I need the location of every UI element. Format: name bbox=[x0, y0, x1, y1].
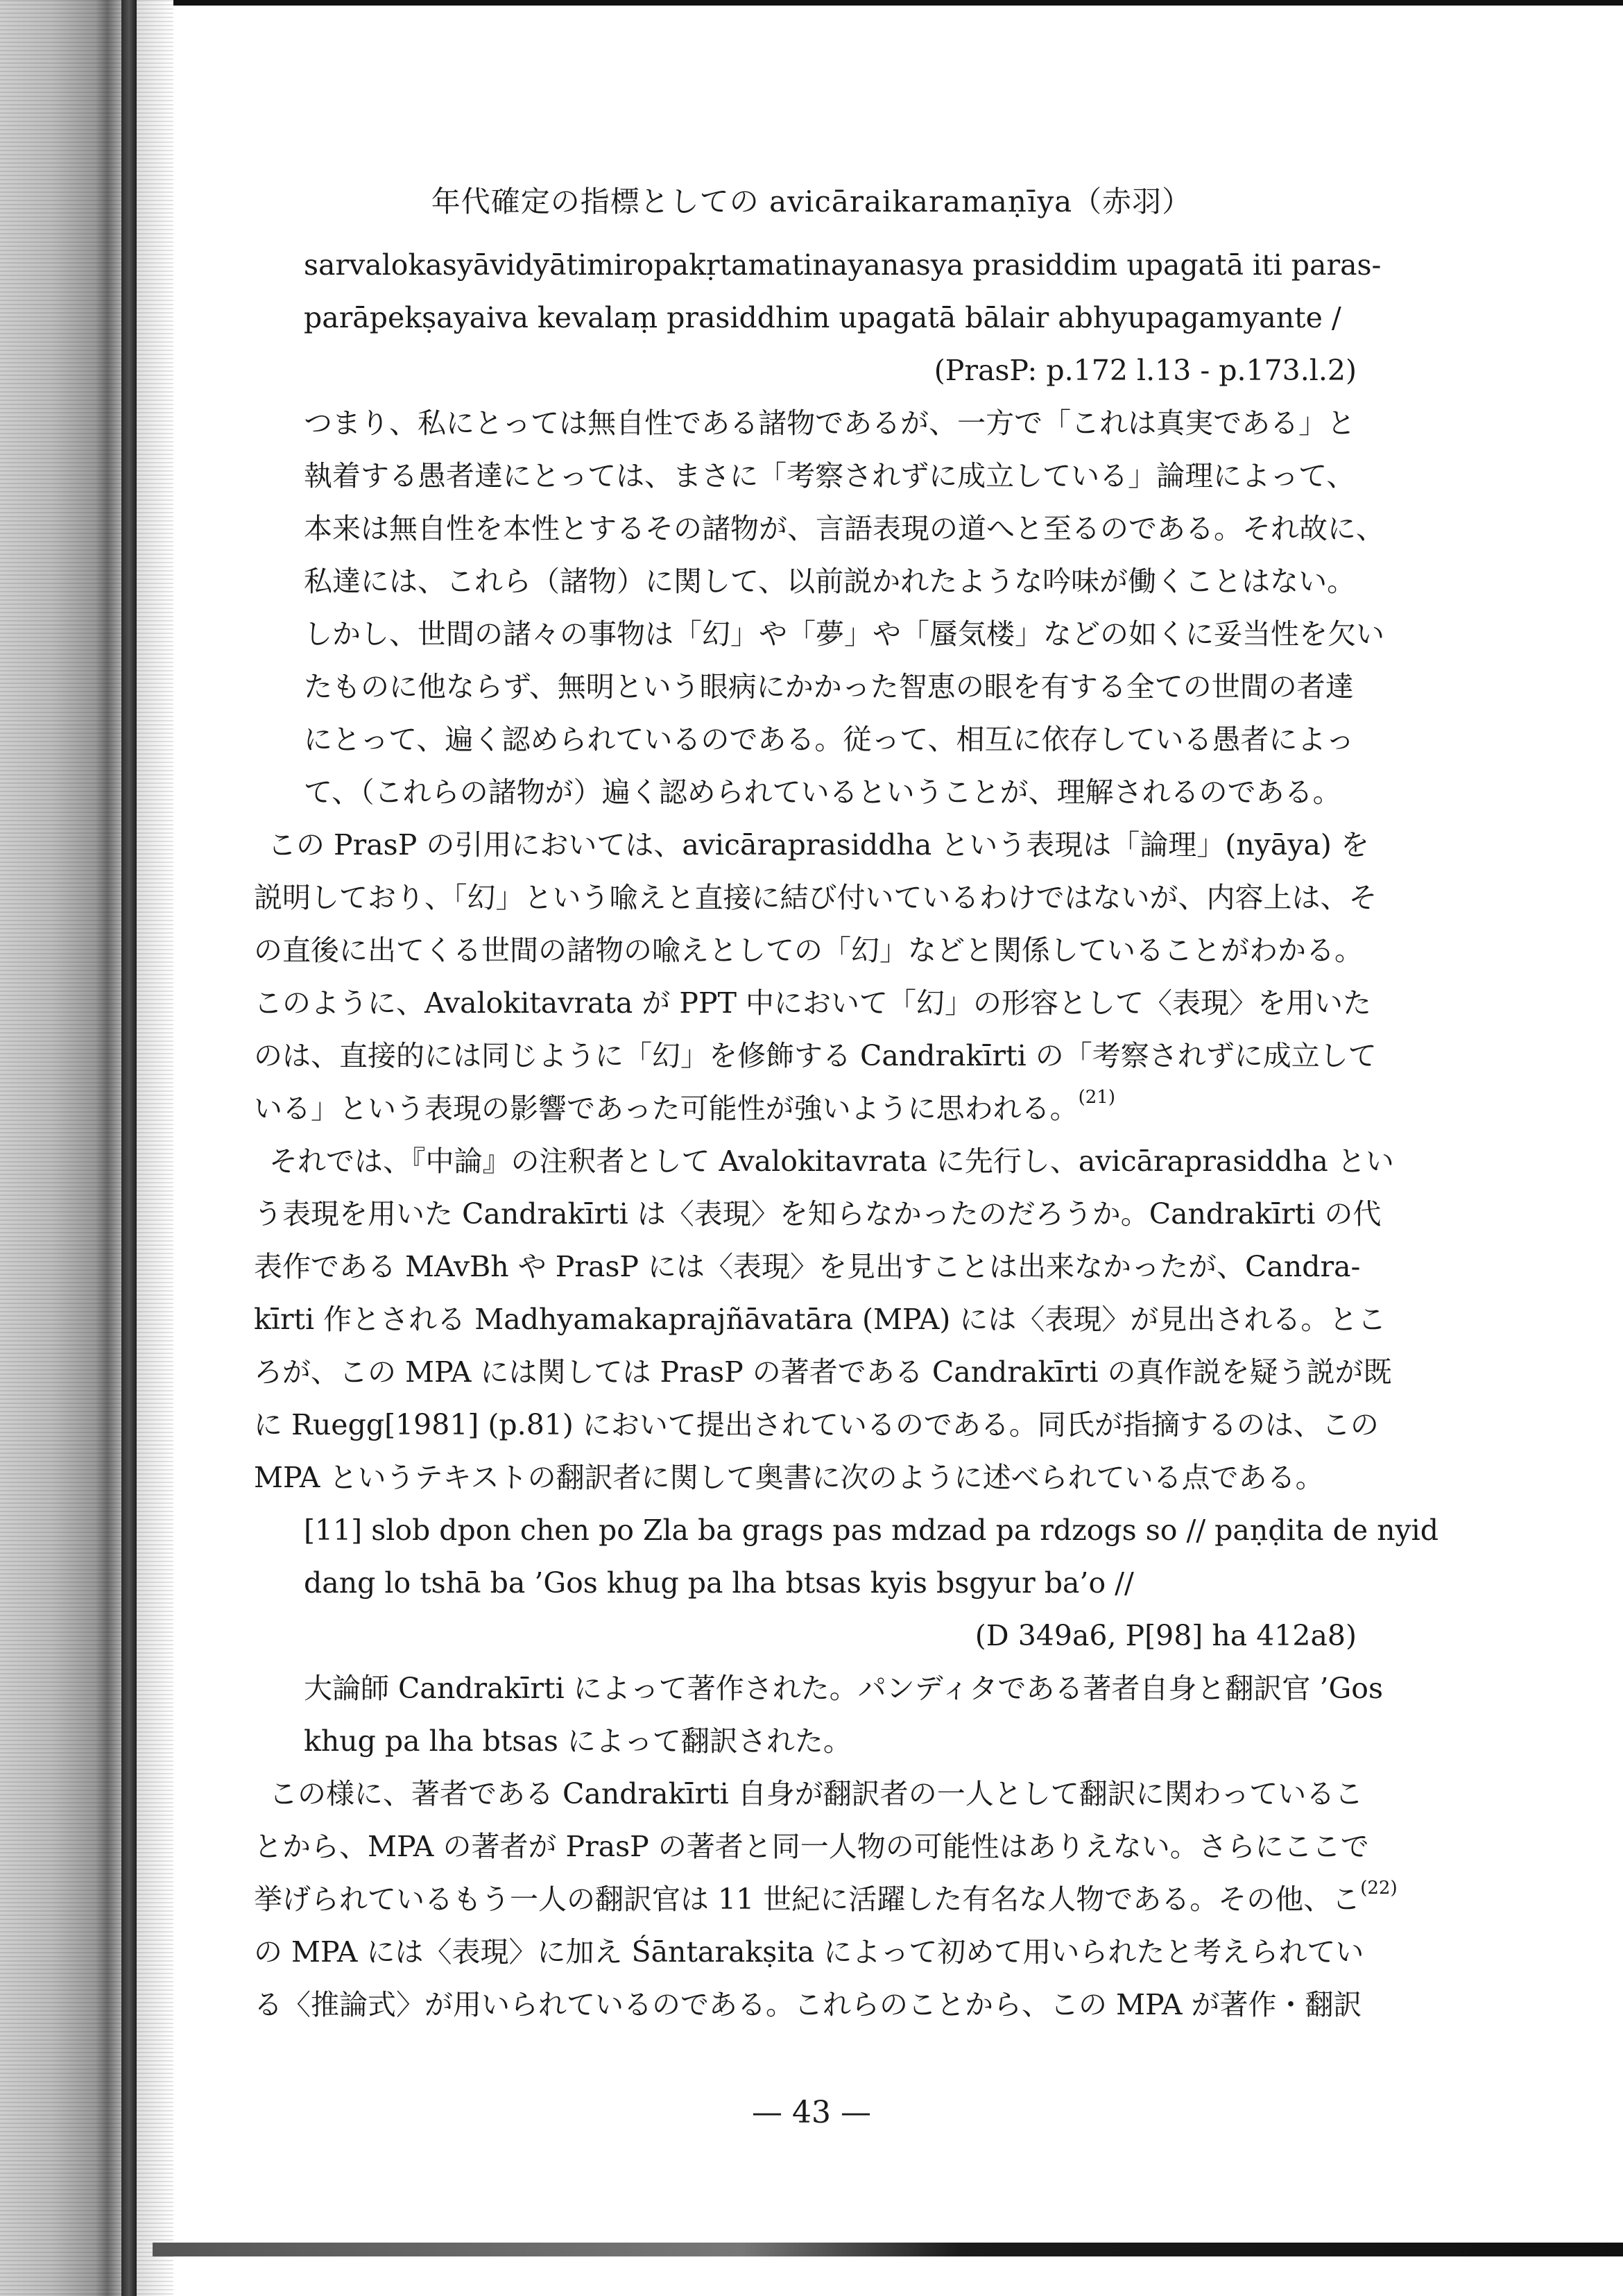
translation-line-5: しかし、世間の諸々の事物は「幻」や「夢」や「蜃気楼」などの如くに妥当性を欠い bbox=[304, 617, 1384, 651]
page-number: — 43 — bbox=[752, 2095, 871, 2130]
footnote-marker-22: (22) bbox=[1360, 1878, 1398, 1899]
paragraph-line: このように、Avalokitavrata が PPT 中において「幻」の形容として〈表現〉を用いた bbox=[254, 986, 1371, 1020]
quote-line-2: parāpekṣayaiva kevalaṃ prasiddhim upagatā bālair abhyupagamyante / bbox=[304, 301, 1341, 334]
colophon-translation-1: 大論師 Candrakīrti によって著作された。パンディタである著者自身と翻訳官 ’Gos bbox=[304, 1672, 1383, 1705]
colophon-translation-2: khug pa lha btsas によって翻訳された。 bbox=[304, 1724, 852, 1758]
paragraph-line: とから、MPA の著者が PrasP の著者と同一人物の可能性はありえない。さらにここで bbox=[254, 1830, 1369, 1863]
paragraph-line: ろが、この MPA には関しては PrasP の著者である Candrakīrti の真作説を疑う説が既 bbox=[254, 1355, 1392, 1389]
paragraph-line: の MPA には〈表現〉に加え Śāntarakṣita によって初めて用いられたと考えられてい bbox=[254, 1935, 1364, 1969]
paragraph-line: に Ruegg[1981] (p.81) において提出されているのである。同氏が指摘するのは、この bbox=[254, 1408, 1379, 1441]
colophon-line-1: [11] slob dpon chen po Zla ba grags pas mdzad pa rdzogs so // paṇḍita de nyid bbox=[304, 1514, 1439, 1547]
paragraph-line: う表現を用いた Candrakīrti は〈表現〉を知らなかったのだろうか。Candrakīrti の代 bbox=[254, 1197, 1382, 1231]
translation-line-1: つまり、私にとっては無自性である諸物であるが、一方で「これは真実である」と bbox=[304, 406, 1356, 440]
citation-derge-peking: (D 349a6, P[98] ha 412a8) bbox=[974, 1619, 1357, 1652]
translation-line-3: 本来は無自性を本性とするその諸物が、言語表現の道へと至るのである。それ故に、 bbox=[304, 512, 1384, 545]
translation-line-2: 執着する愚者達にとっては、まさに「考察されずに成立している」論理によって、 bbox=[304, 459, 1355, 492]
paragraph-line: この様に、著者である Candrakīrti 自身が翻訳者の一人として翻訳に関わっているこ bbox=[269, 1777, 1364, 1810]
translation-line-8: て、（これらの諸物が）遍く認められているということが、理解されるのである。 bbox=[304, 776, 1341, 809]
scan-top-border bbox=[0, 0, 1623, 6]
paragraph-line: kīrti 作とされる Madhyamakaprajñāvatāra (MPA) には〈表現〉が見出される。とこ bbox=[254, 1303, 1386, 1336]
paragraph-line: 説明しており、「幻」という喩えと直接に結び付いているわけではないが、内容上は、そ bbox=[254, 881, 1377, 914]
paragraph-text: いる」という表現の影響であった可能性が強いように思われる。 bbox=[254, 1092, 1079, 1125]
scan-bottom-bar bbox=[153, 2243, 1623, 2256]
body-text bbox=[254, 244, 1439, 2025]
paragraph-line: のは、直接的には同じように「幻」を修飾する Candrakīrti の「考察されずに成立して bbox=[254, 1039, 1377, 1072]
paragraph-line: の直後に出てくる世間の諸物の喩えとしての「幻」などと関係していることがわかる。 bbox=[254, 934, 1363, 967]
translation-line-6: たものに他ならず、無明という眼病にかかった智恵の眼を有する全ての世間の者達 bbox=[304, 670, 1354, 703]
paragraph-line-with-note-21 bbox=[254, 1088, 1357, 1129]
paragraph-line: MPA というテキストの翻訳者に関して奥書に次のように述べられている点である。 bbox=[254, 1461, 1324, 1494]
translation-line-7: にとって、遍く認められているのである。従って、相互に依存している愚者によっ bbox=[304, 723, 1355, 756]
binding-edge bbox=[121, 0, 137, 2296]
quote-line-1: sarvalokasyāvidyātimiropakṛtamatinayanasya prasiddim upagatā iti paras- bbox=[304, 248, 1382, 282]
paragraph-line-with-note-22 bbox=[254, 1878, 1398, 1920]
footnote-marker-21: (21) bbox=[1078, 1087, 1115, 1108]
paragraph-text: 挙げられているもう一人の翻訳官は 11 世紀に活躍した有名な人物である。その他、こ bbox=[254, 1883, 1361, 1916]
colophon-line-2: dang lo tshā ba ’Gos khug pa lha btsas kyis bsgyur ba’o // bbox=[304, 1566, 1134, 1600]
paragraph-line: それでは、『中論』の注釈者として Avalokitavrata に先行し、avicāraprasiddha とい bbox=[269, 1145, 1394, 1178]
translation-line-4: 私達には、これら（諸物）に関して、以前説かれたような吟味が働くことはない。 bbox=[304, 565, 1356, 598]
citation-prasp: (PrasP: p.172 l.13 - p.173.l.2) bbox=[934, 354, 1357, 387]
running-head: 年代確定の指標としての avicāraikaramaṇīya（赤羽） bbox=[431, 185, 1192, 219]
paragraph-line: る〈推論式〉が用いられているのである。これらのことから、この MPA が著作・翻訳 bbox=[254, 1988, 1362, 2021]
paragraph-line: この PrasP の引用においては、avicāraprasiddha という表現は「論理」(nyāya) を bbox=[268, 828, 1369, 862]
paragraph-line: 表作である MAvBh や PrasP には〈表現〉を見出すことは出来なかったが、Candra- bbox=[254, 1250, 1361, 1283]
scan-gutter-shadow bbox=[0, 0, 173, 2296]
